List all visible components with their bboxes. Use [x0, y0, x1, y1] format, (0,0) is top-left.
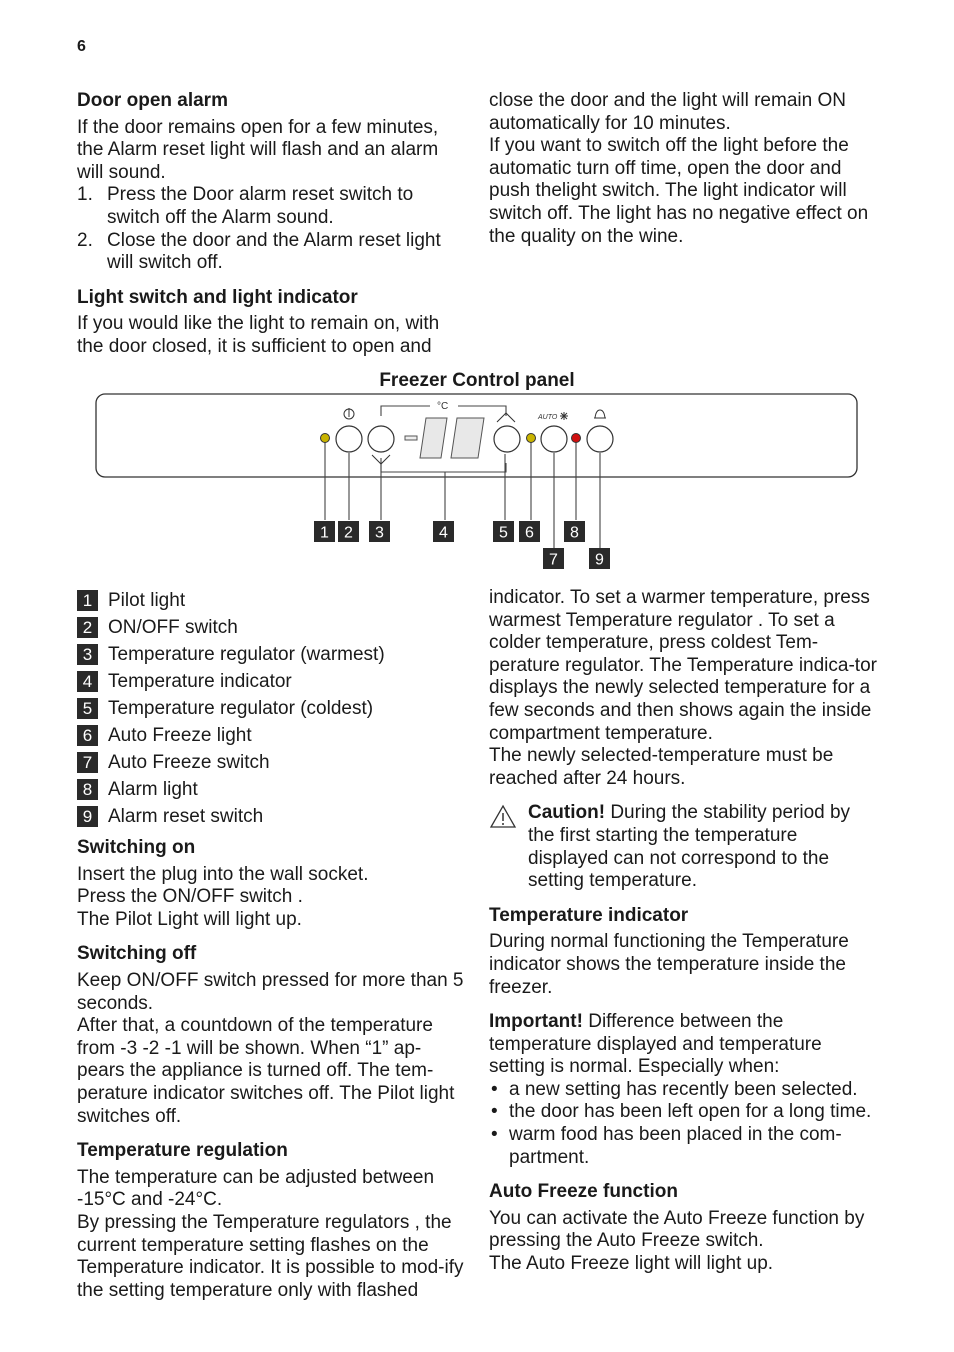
legend-item: 9 Alarm reset switch — [77, 803, 385, 830]
list-item: • a new setting has recently been selected. — [491, 1078, 858, 1100]
right-bottom-column — [489, 587, 881, 1276]
temperature-warmest-button[interactable] — [368, 426, 394, 452]
important-bullets — [489, 1079, 881, 1169]
list-item: 2. Close the door and the Alarm reset light will switch off. — [77, 229, 441, 274]
temp-indicator-heading: Temperature indicator — [489, 904, 689, 926]
important-label: Important! — [489, 1011, 583, 1033]
regulation-paragraph-reach: The newly selected-temperature must be reached after 24 hours. — [489, 745, 834, 789]
temp-regulation-paragraph-1: The temperature can be adjusted between -15°C and -24°C. — [77, 1166, 435, 1211]
celsius-label: °C — [437, 401, 449, 412]
callout-label: 5 — [499, 524, 508, 542]
switching-off-heading: Switching off — [77, 943, 197, 965]
legend-item: 3 Temperature regulator (warmest) — [77, 641, 385, 668]
important-text: Difference between the temperature displayed and temperature setting is normal. Especially when: — [489, 1011, 822, 1078]
light-paragraph-1: close the door and the light will remain ON automatically for 10 minutes. — [489, 90, 846, 134]
auto-label: AUTO — [538, 414, 558, 421]
callout-label: 7 — [549, 551, 558, 569]
auto-freeze-heading: Auto Freeze function — [489, 1181, 678, 1203]
switching-on-heading: Switching on — [77, 837, 196, 858]
list-item: 1. Press the Door alarm reset switch to switch off the Alarm sound. — [77, 184, 414, 228]
legend-list — [77, 587, 385, 830]
temp-regulation-heading: Temperature regulation — [77, 1140, 288, 1162]
callout-label: 4 — [439, 524, 448, 542]
legend-item: 4 Temperature indicator — [77, 668, 385, 695]
switching-on-line: The Pilot Light will light up. — [77, 908, 302, 930]
panel-caption: Freezer Control panel — [379, 370, 575, 391]
regulation-paragraph-continued: indicator. To set a warmer temperature, press warmest Temperature regulator . To set a colder temperature, press coldest Tem-perature regulator. The Temperature indica-tor displays the newly selected temperature for a few seconds and then shows again the inside compartment temperature. — [489, 587, 877, 744]
snowflake-icon — [560, 412, 568, 420]
warning-icon — [489, 804, 517, 829]
light-paragraph-2: If you want to switch off the light before the automatic turn off time, open the door and push thelight switch. The light indicator will switch off. The light has no negative effect on the quality on the wine. — [489, 135, 869, 247]
alarm-reset-switch[interactable] — [587, 426, 613, 452]
caution-text: During the stability period by the first starting the temperature displayed can not correspond to the setting temperature. — [528, 802, 851, 892]
switching-on-line: Insert the plug into the wall socket. — [77, 863, 369, 885]
legend-item: 1 Pilot light — [77, 587, 385, 614]
door-alarm-intro: If the door remains open for a few minutes, the Alarm reset light will flash and an alarm will sound. — [77, 116, 439, 183]
left-top-column — [77, 90, 467, 359]
callout-label: 1 — [320, 524, 329, 542]
caution-label: Caution! — [528, 802, 606, 824]
auto-freeze-paragraph-2: The Auto Freeze light will light up. — [489, 1253, 774, 1275]
light-switch-text: If you would like the light to remain on, with the door closed, it is sufficient to open and — [77, 313, 440, 357]
right-top-column — [489, 90, 881, 248]
on-off-switch[interactable] — [336, 426, 362, 452]
legend-item: 7 Auto Freeze switch — [77, 749, 385, 776]
list-item: • the door has been left open for a long time. — [491, 1101, 872, 1123]
temperature-display — [420, 418, 484, 458]
left-bottom-column — [77, 837, 467, 1302]
callout-label: 6 — [525, 524, 534, 542]
power-icon — [344, 408, 354, 419]
legend-item: 6 Auto Freeze light — [77, 722, 385, 749]
switching-off-paragraph-2: After that, a countdown of the temperature from -3 -2 -1 will be shown. When “1” ap-pears the appliance is turned off. The tem-perature indicator switches off. The Pilot light switches off. — [77, 1015, 455, 1127]
bell-icon — [594, 410, 606, 418]
caution-note — [489, 802, 881, 892]
callout-label: 2 — [344, 524, 353, 542]
auto-freeze-light — [527, 434, 536, 443]
legend-item: 8 Alarm light — [77, 776, 385, 803]
callout-label: 9 — [595, 551, 604, 569]
page-number: 6 — [77, 38, 86, 55]
callout-label: 3 — [375, 524, 384, 542]
legend-item: 2 ON/OFF switch — [77, 614, 385, 641]
pilot-light — [321, 434, 330, 443]
legend-item: 5 Temperature regulator (coldest) — [77, 695, 385, 722]
auto-freeze-paragraph-1: You can activate the Auto Freeze function by pressing the Auto Freeze switch. — [489, 1207, 865, 1252]
door-alarm-heading: Door open alarm — [77, 90, 228, 111]
door-alarm-steps — [77, 184, 467, 274]
temperature-coldest-button[interactable] — [494, 426, 520, 452]
minus-sign — [405, 436, 417, 440]
light-switch-heading: Light switch and light indicator — [77, 286, 358, 308]
list-item: • warm food has been placed in the com-partment. — [491, 1124, 842, 1168]
switching-on-line: Press the ON/OFF switch . — [77, 886, 303, 908]
switching-off-paragraph-1: Keep ON/OFF switch pressed for more than 5 seconds. — [77, 969, 464, 1014]
temp-regulation-paragraph-2: By pressing the Temperature regulators , the current temperature setting flashes on the Temperature indicator. It is possible to mod-ify the setting temperature only with flashed — [77, 1211, 464, 1301]
temp-indicator-text: During normal functioning the Temperature indicator shows the temperature inside the freezer. — [489, 931, 849, 998]
alarm-light — [572, 434, 581, 443]
auto-freeze-switch[interactable] — [541, 426, 567, 452]
callout-label: 8 — [570, 524, 579, 542]
freezer-control-panel-diagram — [0, 390, 954, 580]
